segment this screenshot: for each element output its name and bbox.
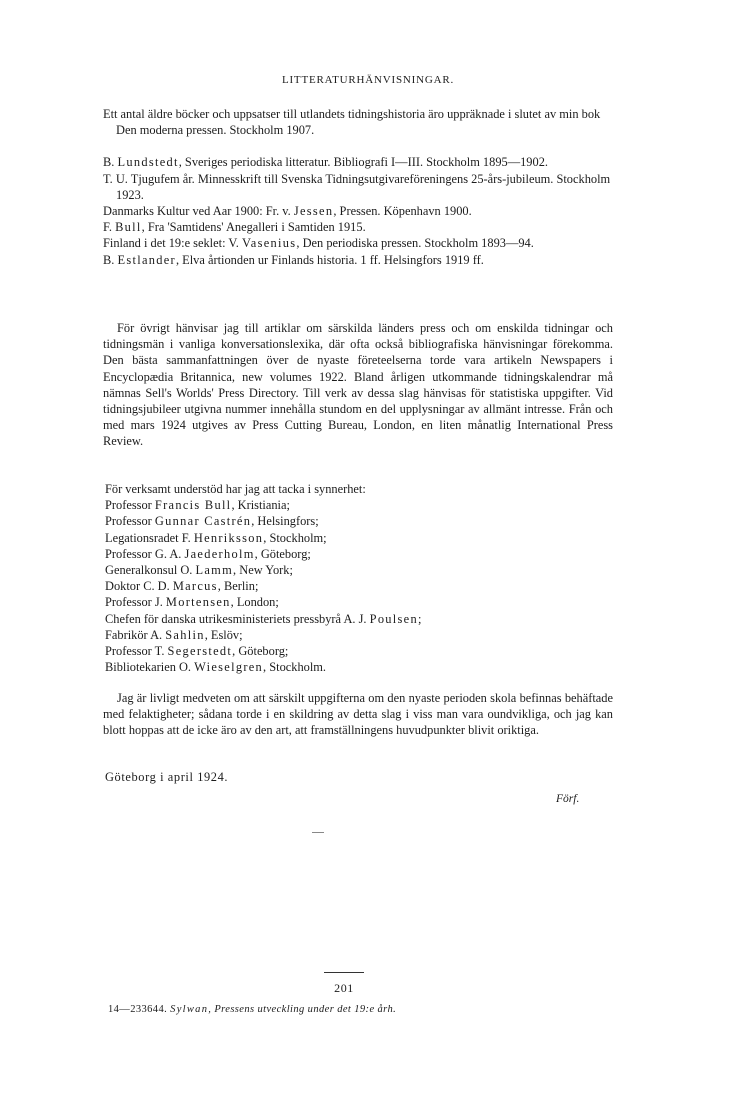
person-detail: , Kristiania; bbox=[231, 498, 290, 513]
paragraph-closing bbox=[103, 690, 613, 739]
acknowledgements-intro: För verksamt understöd har jag att tacka i synnerhet: bbox=[105, 482, 366, 496]
reference-author: Bull bbox=[115, 220, 142, 235]
person-detail: Bibliotekarien O. bbox=[105, 660, 195, 675]
reference-entry bbox=[103, 252, 613, 268]
paragraph-text: För övrigt hänvisar jag till artiklar om särskilda länders press och om enskilda tidningar och tidningsmän i vanliga konversationslexika, där ofta också bibliografiska hänvisningar förekomma. Den bästa sammanfattningen över de nyaste företeelserna torde vara artikeln Newspapers i Encyclopædia Britannica, new volumes 1922. Bland årligen utkommande tidningskalendrar må nämnas Sell's Worlds' Press Directory. Till verk av dessa slag hänvisas för statistiska uppgifter. Vid tidningsjubileer utgivna nummer innehålla stundom en del upplysningar av allmänt intresse. Från och med mars 1924 utgives av Press Cutting Bureau, London, en liten månatlig International Press Review. bbox=[103, 321, 613, 449]
person-name: Lamm bbox=[195, 563, 234, 578]
reference-author: Estlander bbox=[117, 252, 176, 267]
reference-entry bbox=[103, 235, 613, 251]
reference-text: , Den periodiska pressen. Stockholm 1893—94. bbox=[296, 236, 534, 251]
person-detail: Professor T. bbox=[105, 644, 168, 659]
reference-text: B. bbox=[103, 252, 118, 267]
footer-author: Sylwan bbox=[170, 1004, 209, 1015]
person-name: Henriksson bbox=[193, 530, 264, 545]
person-detail: ; bbox=[417, 611, 422, 626]
reference-text: Ett antal äldre böcker och uppsatser till utlandets tidningshistoria äro uppräknade i slutet av min bok Den moderna pressen. Stockholm 1907. bbox=[103, 107, 601, 138]
acknowledgement-entry bbox=[105, 513, 585, 529]
acknowledgement-entry bbox=[105, 594, 585, 610]
reference-text: , Elva årtionden ur Finlands historia. 1 ff. Helsingfors 1919 ff. bbox=[175, 252, 484, 267]
person-detail: Professor bbox=[105, 514, 155, 529]
person-detail: , London; bbox=[230, 595, 279, 610]
page-number: 201 bbox=[334, 981, 354, 995]
person-name: Poulsen bbox=[369, 611, 418, 626]
acknowledgement-entry bbox=[105, 627, 585, 643]
acknowledgement-entry bbox=[105, 497, 585, 513]
reference-text: , Sveriges periodiska litteratur. Bibliografi I—III. Stockholm 1895—1902. bbox=[178, 155, 548, 170]
person-name: Mortensen bbox=[165, 595, 231, 610]
footer-code: 14—233644. bbox=[108, 1004, 171, 1015]
reference-text: , Pressen. Köpenhavn 1900. bbox=[333, 204, 472, 219]
person-detail: , Göteborg; bbox=[254, 546, 311, 561]
person-name: Jaederholm bbox=[184, 546, 255, 561]
reference-entry bbox=[103, 171, 613, 203]
reference-entry bbox=[103, 106, 613, 138]
reference-text: , Fra 'Samtidens' Anegalleri i Samtiden 1915. bbox=[141, 220, 366, 235]
separator-dash bbox=[312, 832, 324, 833]
acknowledgement-entry bbox=[105, 562, 585, 578]
reference-text: F. bbox=[103, 220, 116, 235]
page-header: LITTERATURHÄNVISNINGAR. bbox=[281, 74, 455, 86]
reference-entry bbox=[103, 154, 613, 170]
person-name: Sahlin bbox=[165, 627, 205, 642]
reference-entry bbox=[103, 219, 613, 235]
reference-author: Vasenius bbox=[241, 236, 297, 251]
reference-author: Lundstedt bbox=[117, 155, 179, 170]
person-detail: Professor J. bbox=[105, 595, 166, 610]
reference-text: T. U. Tjugufem år. Minnesskrift till Svenska Tidningsutgivareföreningens 25-års-jubileum. Stockholm 1923. bbox=[103, 171, 611, 202]
acknowledgement-entry bbox=[105, 530, 585, 546]
person-detail: , Göteborg; bbox=[232, 644, 289, 659]
person-detail: Doktor C. D. bbox=[105, 579, 173, 594]
person-detail: Legationsradet F. bbox=[105, 530, 194, 545]
person-detail: , Stockholm; bbox=[263, 530, 327, 545]
paragraph-text: Jag är livligt medveten om att särskilt uppgifterna om den nyaste perioden skola befinnas behäftade med felaktigheter; sådana torde i en skildring av detta slag i viss man vara oundvikliga, och jag kan blott hoppas att de icke äro av den art, att framställningens huvudpunkter blivit oriktiga. bbox=[103, 691, 613, 738]
acknowledgement-entry bbox=[105, 546, 585, 562]
reference-text: Danmarks Kultur ved Aar 1900: Fr. v. bbox=[103, 204, 294, 219]
page-number-rule bbox=[324, 972, 364, 973]
signature-author: Förf. bbox=[556, 793, 580, 805]
person-detail: Professor bbox=[105, 498, 155, 513]
person-detail: Generalkonsul O. bbox=[105, 563, 196, 578]
acknowledgements bbox=[105, 481, 585, 675]
person-detail: Professor G. A. bbox=[105, 546, 185, 561]
acknowledgement-entry bbox=[105, 578, 585, 594]
reference-author: Jessen bbox=[293, 204, 334, 219]
acknowledgement-entry bbox=[105, 611, 585, 627]
acknowledgement-entry bbox=[105, 643, 585, 659]
person-name: Gunnar Castrén bbox=[154, 514, 252, 529]
person-detail: , Eslöv; bbox=[204, 627, 243, 642]
person-detail: Fabrikör A. bbox=[105, 627, 166, 642]
printer-footer bbox=[108, 1004, 396, 1015]
person-name: Wieselgren bbox=[194, 660, 264, 675]
signature-place-date: Göteborg i april 1924. bbox=[105, 770, 229, 784]
reference-text: B. bbox=[103, 155, 118, 170]
person-detail: , Helsingfors; bbox=[251, 514, 319, 529]
reference-text: Finland i det 19:e seklet: V. bbox=[103, 236, 242, 251]
acknowledgements-list bbox=[105, 497, 585, 675]
person-name: Marcus bbox=[172, 579, 218, 594]
paragraph-references-note bbox=[103, 320, 613, 450]
person-name: Segerstedt bbox=[167, 644, 233, 659]
footer-title: , Pressens utveckling under det 19:e årh. bbox=[208, 1004, 397, 1015]
person-detail: Chefen för danska utrikesministeriets pressbyrå A. J. bbox=[105, 611, 370, 626]
acknowledgement-entry bbox=[105, 659, 585, 675]
person-name: Francis Bull bbox=[154, 498, 232, 513]
reference-list bbox=[103, 106, 613, 268]
reference-entry bbox=[103, 203, 613, 219]
person-detail: , Berlin; bbox=[217, 579, 259, 594]
person-detail: , Stockholm. bbox=[263, 660, 327, 675]
person-detail: , New York; bbox=[233, 563, 293, 578]
